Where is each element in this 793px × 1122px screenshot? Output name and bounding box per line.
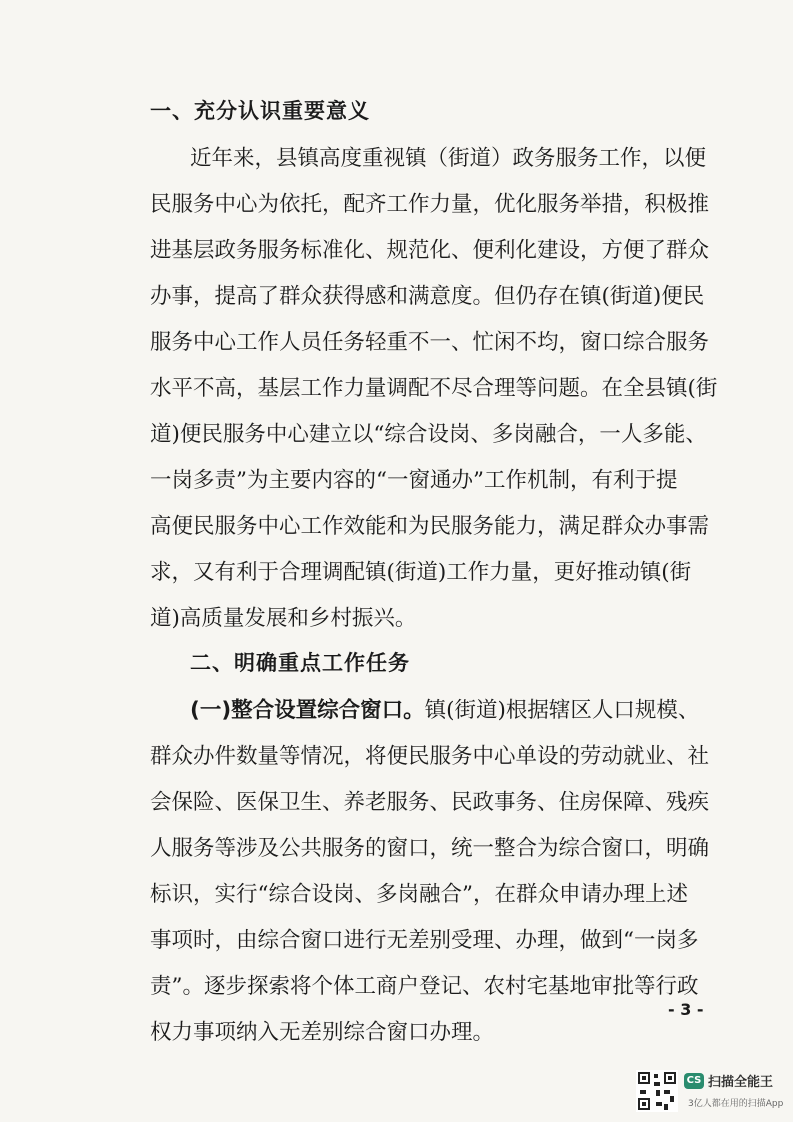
body-line: 权力事项纳入无差别综合窗口办理。 <box>150 1020 495 1045</box>
body-line: 人服务等涉及公共服务的窗口，统一整合为综合窗口，明确 <box>150 836 710 861</box>
body-line: 一岗多责”为主要内容的“一窗通办”工作机制，有利于提 <box>150 468 678 493</box>
qr-code-icon <box>636 1070 678 1112</box>
body-line: 进基层政务服务标准化、规范化、便利化建设，方便了群众 <box>150 238 710 263</box>
body-line: 标识，实行“综合设岗、多岗融合”，在群众申请办理上述 <box>150 882 688 907</box>
page-number: - 3 - <box>668 1000 704 1019</box>
subsection-label-1: (一)整合设置综合窗口。 <box>190 698 425 723</box>
watermark-title: 扫描全能王 <box>708 1075 774 1090</box>
body-line <box>190 693 699 724</box>
section-heading-1: 一、充分认识重要意义 <box>150 99 370 123</box>
body-line: 会保险、医保卫生、养老服务、民政事务、住房保障、残疾 <box>150 790 710 815</box>
camscanner-logo: CS <box>684 1073 704 1089</box>
body-line: 服务中心工作人员任务轻重不一、忙闲不均，窗口综合服务 <box>150 330 710 355</box>
body-line: 道)高质量发展和乡村振兴。 <box>150 606 417 631</box>
scanner-watermark <box>628 1068 788 1116</box>
body-line: 事项时，由综合窗口进行无差别受理、办理，做到“一岗多 <box>150 928 699 953</box>
body-line: 近年来，县镇高度重视镇（街道）政务服务工作，以便 <box>190 146 707 171</box>
body-text: 镇(街道)根据辖区人口规模、 <box>424 698 700 723</box>
body-line: 道)便民服务中心建立以“综合设岗、多岗融合，一人多能、 <box>150 422 707 447</box>
body-line: 民服务中心为依托，配齐工作力量，优化服务举措，积极推 <box>150 192 710 217</box>
body-line: 水平不高，基层工作力量调配不尽合理等问题。在全县镇(街 <box>150 376 718 401</box>
body-line: 高便民服务中心工作效能和为民服务能力，满足群众办事需 <box>150 514 710 539</box>
body-line: 责”。逐步探索将个体工商户登记、农村宅基地审批等行政 <box>150 974 699 999</box>
body-line: 求，又有利于合理调配镇(街道)工作力量，更好推动镇(街 <box>150 560 692 585</box>
body-line: 群众办件数量等情况，将便民服务中心单设的劳动就业、社 <box>150 744 710 769</box>
watermark-subtitle: 3亿人都在用的扫描App <box>688 1099 784 1109</box>
body-line: 办事，提高了群众获得感和满意度。但仍存在镇(街道)便民 <box>150 284 705 309</box>
section-heading-2: 二、明确重点工作任务 <box>190 651 410 675</box>
